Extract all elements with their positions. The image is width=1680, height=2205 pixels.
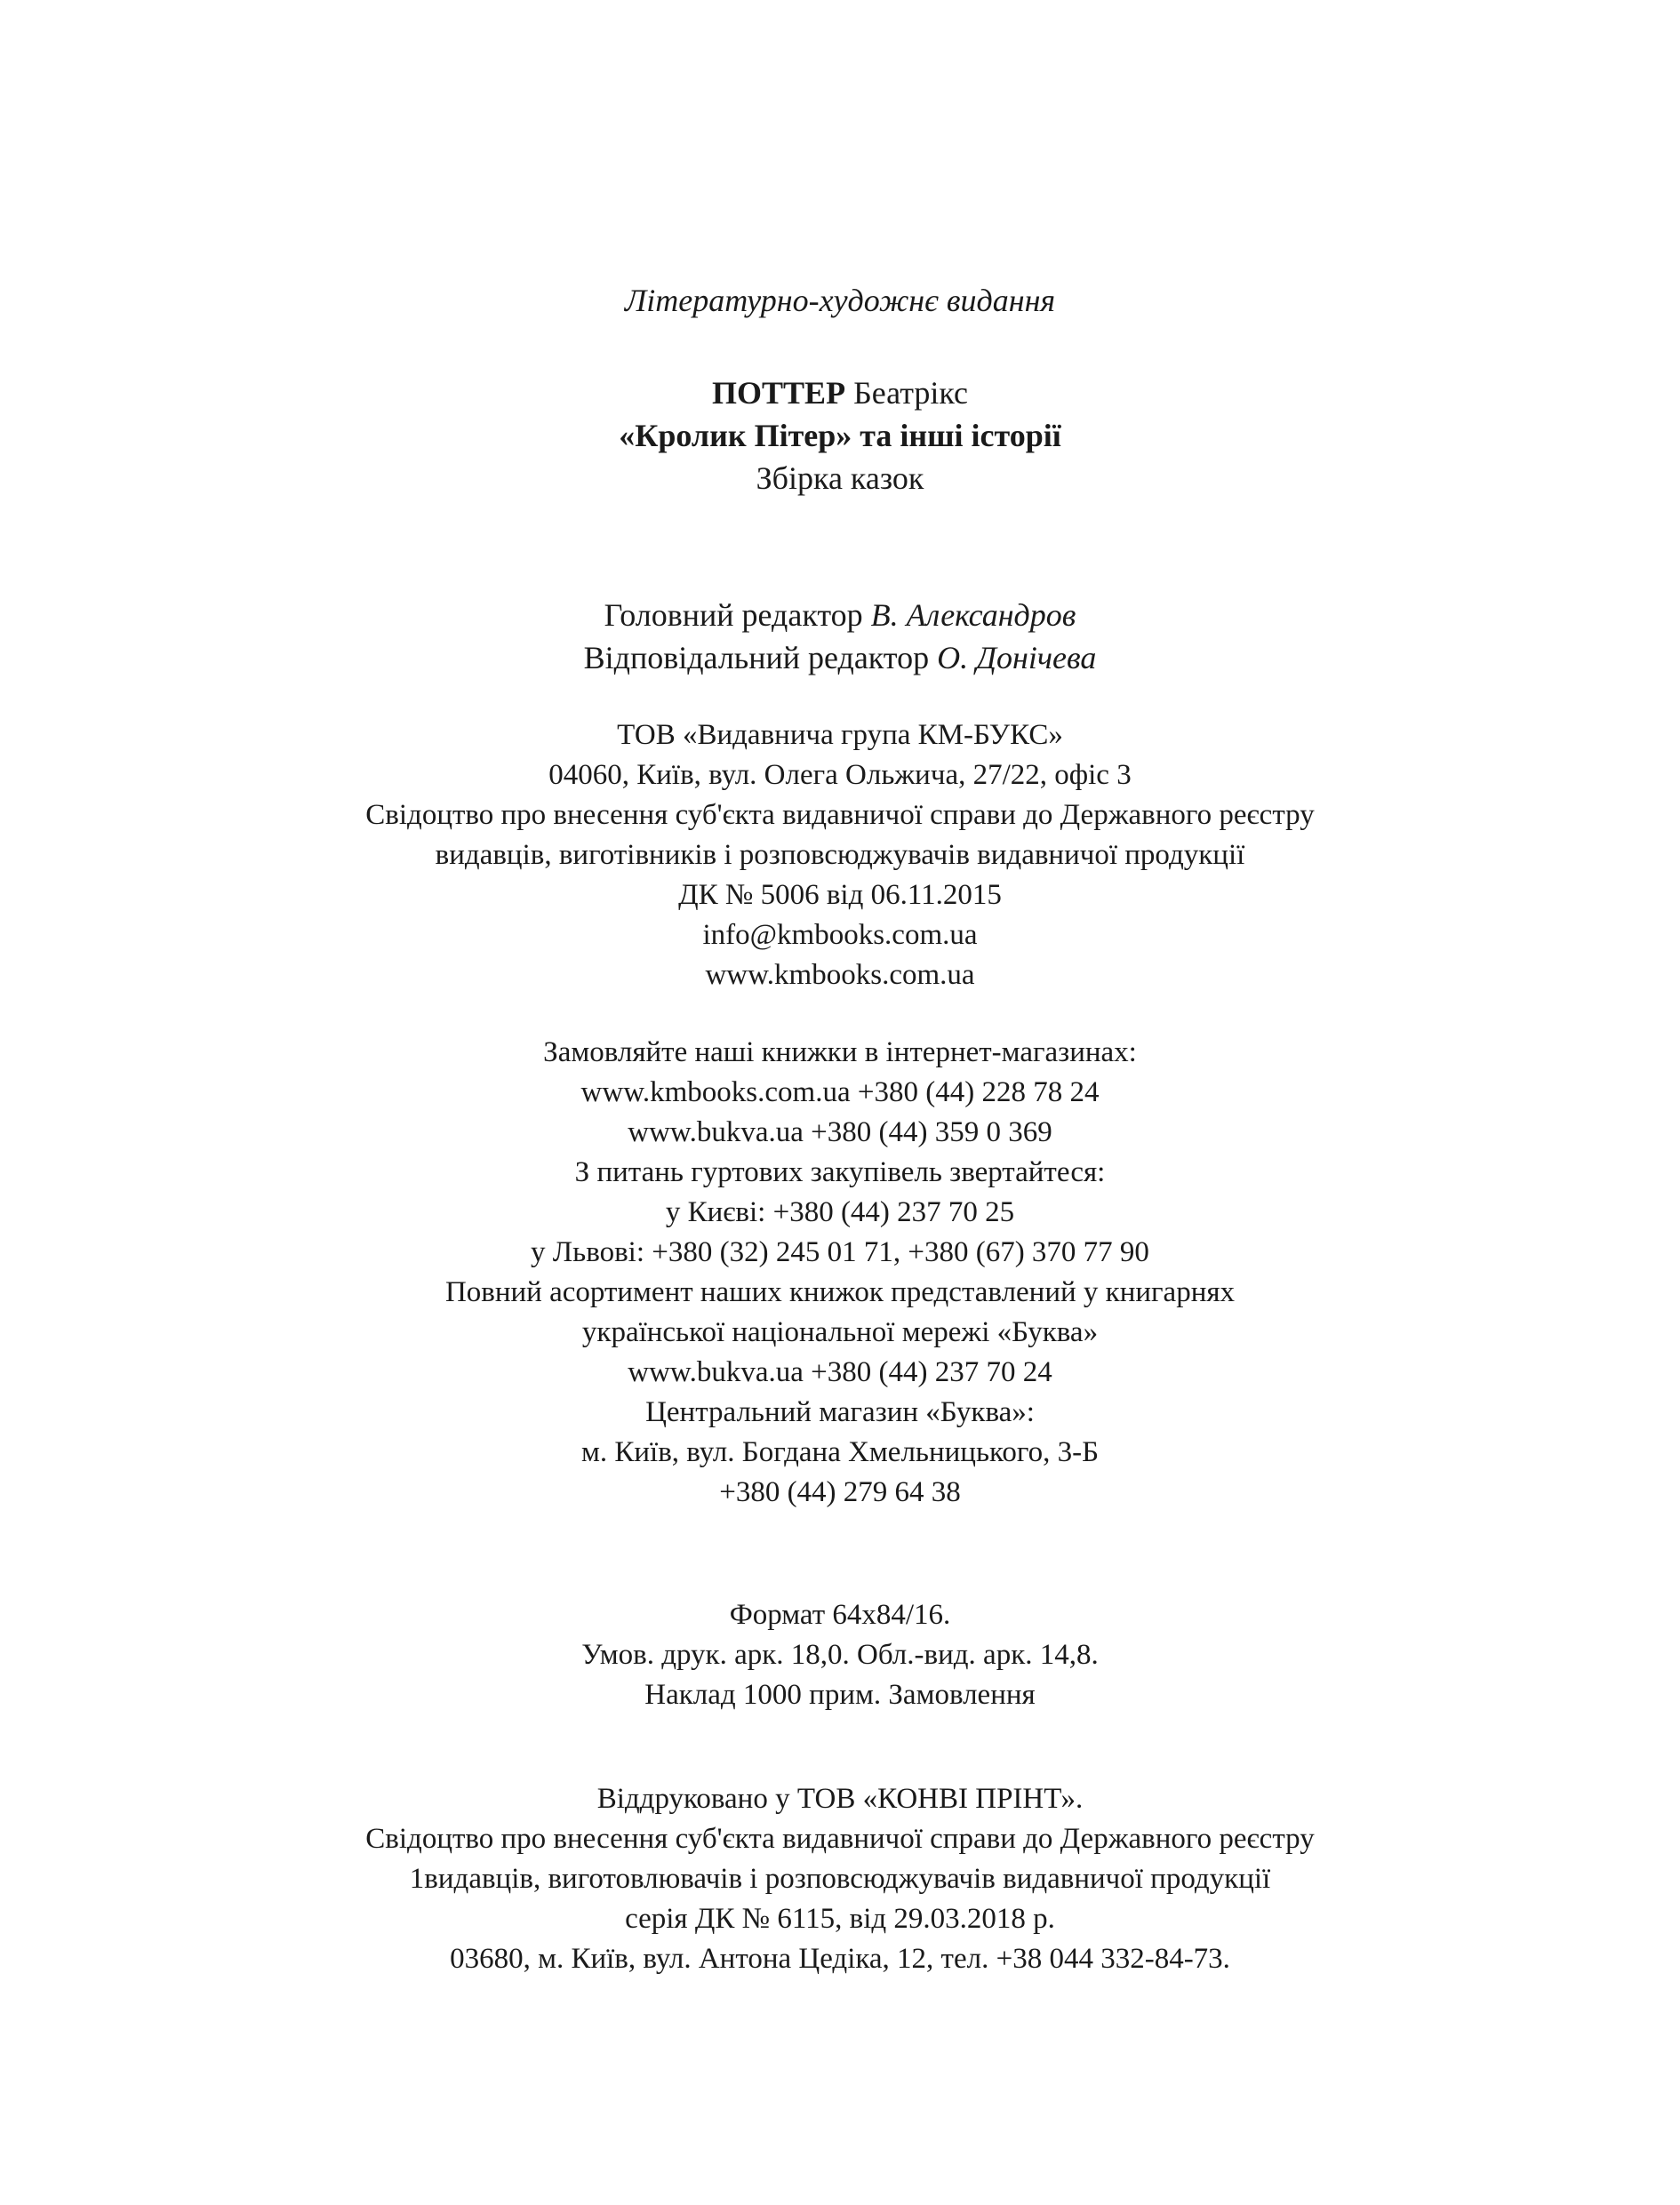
format-size: Формат 64х84/16.	[729, 1599, 951, 1631]
chief-editor-name: В. Александров	[870, 597, 1076, 633]
central-store-address: м. Київ, вул. Богдана Хмельницького, 3-Б	[580, 1436, 1100, 1468]
printer-certificate-line-2: 1видавців, виготовлювачів і розповсюджувачів видавничої продукції	[409, 1863, 1271, 1895]
publisher-email: info@kmbooks.com.ua	[702, 919, 978, 951]
responsible-editor-name: О. Донічева	[937, 640, 1097, 675]
printer-certificate-line-1: Свідоцтво про внесення суб'єкта видавничої справи до Державного реєстру	[365, 1823, 1315, 1855]
author-name: Беатрікс	[853, 375, 968, 411]
publisher-block	[0, 715, 1680, 995]
format-block	[0, 1595, 1680, 1715]
book-subtitle: Збірка казок	[756, 460, 924, 496]
printer-address: 03680, м. Київ, вул. Антона Цедіка, 12, тел. +38 044 332-84-73.	[450, 1943, 1230, 1975]
orders-bukva-contact: www.bukva.ua +380 (44) 359 0 369	[628, 1116, 1052, 1148]
wholesale-lviv: у Львові: +380 (32) 245 01 71, +380 (67) 370 77 90	[531, 1236, 1149, 1268]
format-print-run: Наклад 1000 прим. Замовлення	[644, 1679, 1036, 1711]
printer-name: Віддруковано у ТОВ «КОНВІ ПРІНТ».	[596, 1783, 1084, 1815]
publisher-certificate-number: ДК № 5006 від 06.11.2015	[678, 879, 1002, 911]
author-surname: ПОТТЕР	[712, 375, 846, 411]
printer-certificate-number: серія ДК № 6115, від 29.03.2018 р.	[625, 1903, 1055, 1935]
genre-block	[0, 279, 1680, 322]
orders-block	[0, 1033, 1680, 1513]
central-store-phone: +380 (44) 279 64 38	[719, 1476, 961, 1508]
wholesale-kyiv: у Києві: +380 (44) 237 70 25	[665, 1196, 1015, 1228]
book-title-block	[0, 371, 1680, 499]
author-line	[0, 371, 1680, 414]
publisher-address: 04060, Київ, вул. Олега Ольжича, 27/22, офіс 3	[548, 759, 1132, 791]
publisher-certificate-line-2: видавців, виготівників і розповсюджувачів видавничої продукції	[435, 839, 1245, 871]
publisher-certificate-line-1: Свідоцтво про внесення суб'єкта видавничої справи до Державного реєстру	[365, 799, 1315, 831]
book-title: «Кролик Пітер» та інші історії	[619, 418, 1061, 453]
orders-heading: Замовляйте наші книжки в інтернет-магазинах:	[543, 1036, 1137, 1068]
responsible-editor-line	[0, 636, 1680, 679]
genre-label: Літературно-художнє видання	[624, 283, 1056, 318]
chief-editor-line	[0, 594, 1680, 636]
bookstores-contact: www.bukva.ua +380 (44) 237 70 24	[628, 1356, 1052, 1388]
wholesale-heading: З питань гуртових закупівель звертайтеся:	[574, 1156, 1106, 1188]
responsible-editor-label: Відповідальний редактор	[583, 640, 930, 675]
chief-editor-label: Головний редактор	[604, 597, 863, 633]
bookstores-line-1: Повний асортимент наших книжок представлений у книгарнях	[444, 1276, 1236, 1308]
central-store-heading: Центральний магазин «Буква»:	[645, 1396, 1035, 1428]
format-sheets: Умов. друк. арк. 18,0. Обл.-вид. арк. 14,8.	[581, 1639, 1099, 1671]
publisher-name: ТОВ «Видавнича група КМ-БУКС»	[617, 719, 1063, 751]
orders-kmbooks-contact: www.kmbooks.com.ua +380 (44) 228 78 24	[580, 1076, 1100, 1108]
printer-block	[0, 1779, 1680, 1979]
publisher-website: www.kmbooks.com.ua	[705, 959, 975, 991]
editors-block	[0, 594, 1680, 679]
bookstores-line-2: української національної мережі «Буква»	[581, 1316, 1099, 1348]
